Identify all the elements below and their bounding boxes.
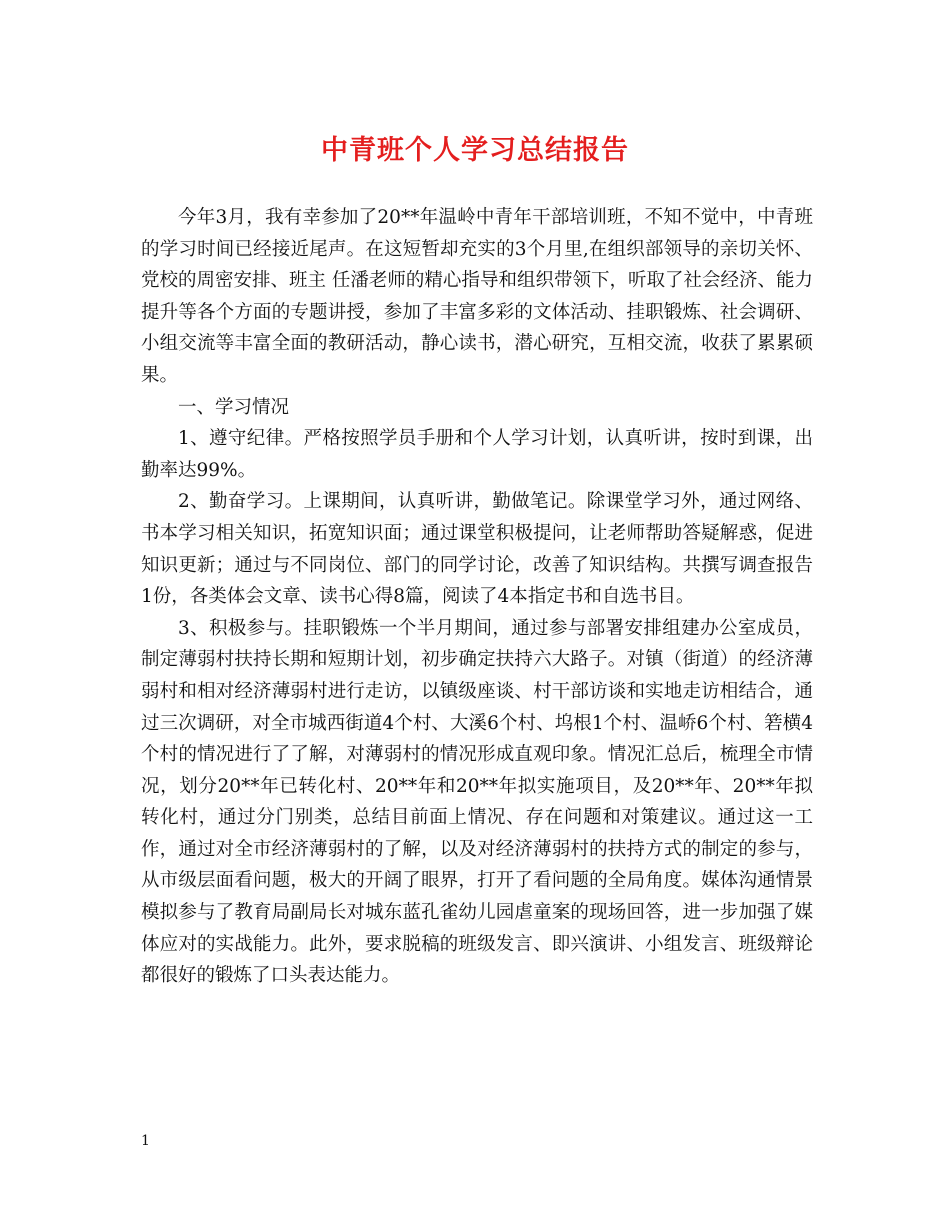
- document-title: 中青班个人学习总结报告: [321, 135, 629, 166]
- paragraph-active-participation: 3、积极参与。挂职锻炼一个半月期间，通过参与部署安排组建办公室成员，制定薄弱村扶持长期和短期计划，初步确定扶持六大路子。对镇（街道）的经济薄弱村和相对经济薄弱村进行走访，以镇级座谈、村干部访谈和实地走访相结合，通过三次调研，对全市城西街道4个村、大溪6个村、坞根1个村、温峤6个村、箬横4个村的情况进行了了解，对薄弱村的情况形成直观印象。情况汇总后，梳理全市情况，划分20**年已转化村、20**年和20**年拟实施项目，及20**年、20**年拟转化村，通过分门别类，总结目前面上情况、存在问题和对策建议。通过这一工作，通过对全市经济薄弱村的了解，以及对经济薄弱村的扶持方式的制定的参与，从市级层面看问题，极大的开阔了眼界，打开了看问题的全局角度。媒体沟通情景模拟参与了教育局副局长对城东蓝孔雀幼儿园虐童案的现场回答，进一步加强了媒体应对的实战能力。此外，要求脱稿的班级发言、即兴演讲、小组发言、班级辩论都很好的锻炼了口头表达能力。: [141, 617, 813, 987]
- paragraph-diligent-study: 2、勤奋学习。上课期间，认真听讲，勤做笔记。除课堂学习外，通过网络、书本学习相关知识，拓宽知识面；通过课堂积极提问，让老师帮助答疑解惑，促进知识更新；通过与不同岗位、部门的同学讨论，改善了知识结构。共撰写调查报告1份，各类体会文章、读书心得8篇，阅读了4本指定书和自选书目。: [141, 491, 813, 608]
- paragraph-intro: 今年3月，我有幸参加了20**年温岭中青年干部培训班，不知不觉中，中青班的学习时间已经接近尾声。在这短暂却充实的3个月里,在组织部领导的亲切关怀、党校的周密安排、班主 任潘老师的精心指导和组织带领下，听取了社会经济、能力提升等各个方面的专题讲授，参加了丰富多彩的文体活动、挂职锻炼、社会调研、小组交流等丰富全面的教研活动，静心读书，潜心研究，互相交流，收获了累累硕果。: [141, 207, 813, 386]
- section-heading-study: 一、学习情况: [178, 396, 290, 418]
- document-body: [141, 202, 813, 992]
- page-number: 1: [141, 1133, 150, 1149]
- paragraph-discipline: 1、遵守纪律。严格按照学员手册和个人学习计划，认真听讲，按时到课，出勤率达99%。: [141, 428, 813, 481]
